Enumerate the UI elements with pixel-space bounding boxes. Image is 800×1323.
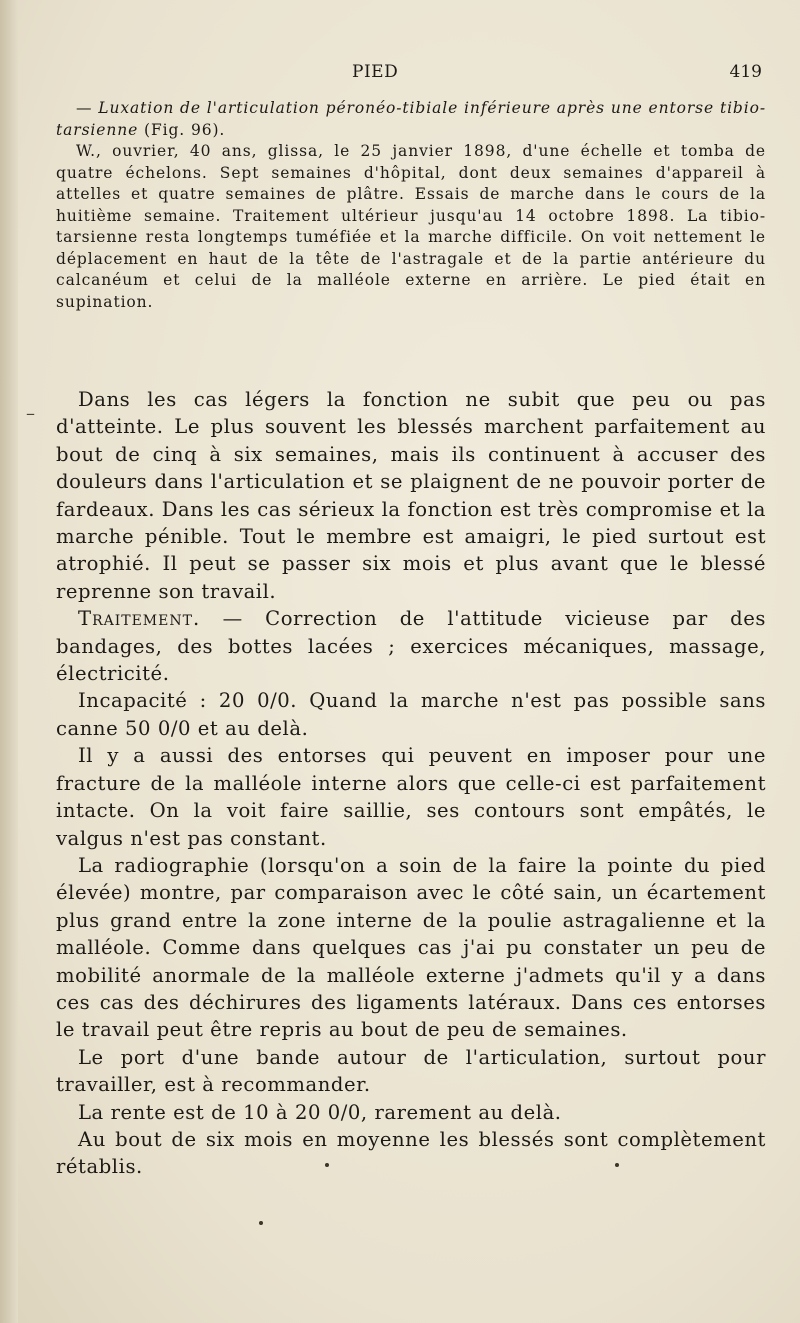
paragraph-recovery: Au bout de six mois en moyenne les blessés sont complètement rétablis. [56, 1127, 766, 1179]
paragraph-sprains: Il y a aussi des entorses qui peuvent en imposer pour une fracture de la malléole interne alors que celle-ci est parfaitement intacte. On la voit faire saillie, ses contours sont empâtés, le valgus n'est pas constant. [56, 744, 766, 850]
treatment-heading: Traitement. [78, 607, 201, 631]
case-heading-dash: — [76, 99, 99, 117]
paragraph-treatment [56, 605, 766, 687]
binding-shadow [0, 0, 18, 1323]
page-number: 419 [729, 62, 762, 82]
case-heading-title: Luxation de l'articulation péronéo-tibiale inférieure après une entorse tibio-tarsienne [56, 99, 766, 139]
case-text: W., ouvrier, 40 ans, glissa, le 25 janvier 1898, d'une échelle et tomba de quatre échelons. Sept semaines d'hôpital, dont deux semaines d'appareil à attelles et quatre semaines de plâtre. Essais de marche dans le cours de la huitième semaine. Traitement ultérieur jusqu'au 14 octobre 1898. La tibio-tarsienne resta longtemps tuméfiée et la marche difficile. On voit nettement le déplacement en haut de la tête de l'astragale et de la partie antérieure du calcanéum et celui de la malléole externe en arrière. Le pied était en supination. [56, 142, 766, 311]
page-header [0, 62, 800, 86]
case-report [56, 98, 766, 313]
main-text [56, 386, 766, 1181]
paragraph-rente: La rente est de 10 à 20 0/0, rarement au delà. [78, 1100, 562, 1124]
ink-speck [259, 1221, 263, 1225]
case-heading [56, 98, 766, 141]
treatment-text: — Correction de l'attitude vicieuse par des bandages, des bottes lacées ; exercices mécaniques, massage, électricité. [56, 607, 766, 686]
running-title: PIED [352, 62, 399, 82]
case-heading-figure-ref: (Fig. 96). [138, 120, 226, 139]
paragraph-bandage: Le port d'une bande autour de l'articulation, surtout pour travailler, est à recommander. [56, 1045, 766, 1097]
ink-speck [325, 1163, 329, 1167]
paragraph-mild-cases: Dans les cas légers la fonction ne subit que peu ou pas d'atteinte. Le plus souvent les blessés marchent parfaitement au bout de cinq à six semaines, mais ils continuent à accuser des douleurs dans l'articulation et se plaignent de ne pouvoir porter de fardeaux. Dans les cas sérieux la fonction est très compromise et la marche pénible. Tout le membre est amaigri, le pied surtout est atrophié. Il peut se passer six mois et plus avant que le blessé reprenne son travail. [56, 388, 766, 603]
margin-mark: – [26, 403, 35, 424]
ink-speck [615, 1163, 619, 1167]
paragraph-radiography: La radiographie (lorsqu'on a soin de la faire la pointe du pied élevée) montre, par comparaison avec le côté sain, un écartement plus grand entre la zone interne de la poulie astragalienne et la malléole. Comme dans quelques cas j'ai pu constater un peu de mobilité anormale de la malléole externe j'admets qu'il y a dans ces cas des déchirures des ligaments latéraux. Dans ces entorses le travail peut être repris au bout de peu de semaines. [56, 853, 766, 1042]
paragraph-incapacity: Incapacité : 20 0/0. Quand la marche n'est pas possible sans canne 50 0/0 et au delà. [56, 689, 766, 740]
